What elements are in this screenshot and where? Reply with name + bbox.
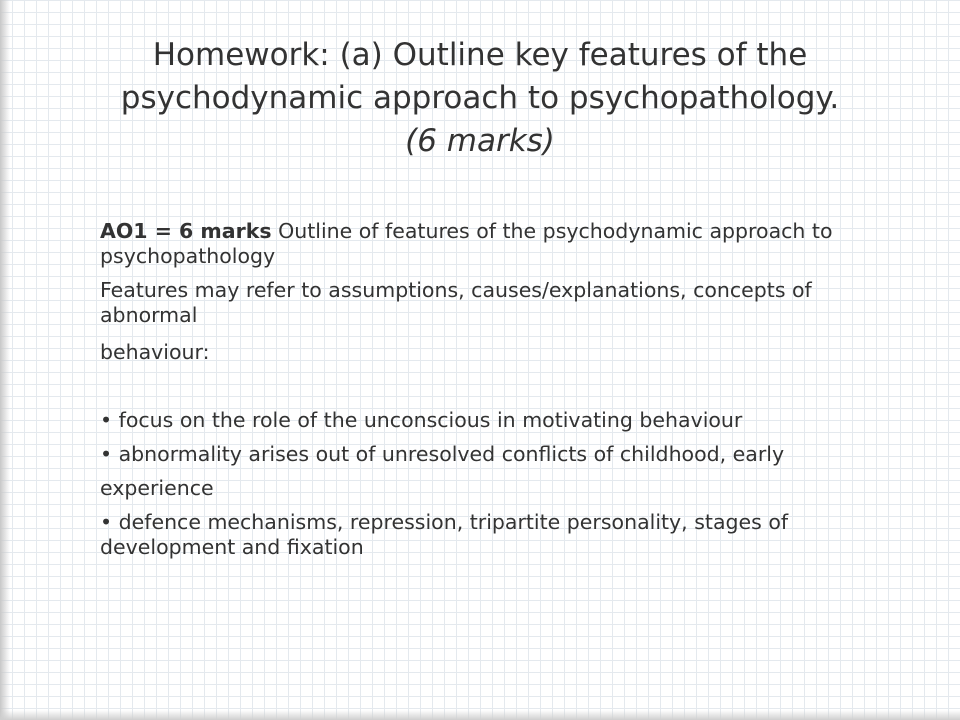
bullet-item-3: • defence mechanisms, repression, tripartite personality, stages of development and fixation <box>100 510 789 559</box>
title-marks: (6 marks) <box>405 123 555 159</box>
page-bottom-shadow <box>0 710 960 720</box>
slide-title <box>90 34 870 163</box>
bullet-item-2-continued: experience <box>100 476 214 500</box>
page-edge-shadow <box>0 0 10 720</box>
title-line-1: Homework: (a) Outline key features of the <box>152 37 808 73</box>
ao1-label: AO1 = 6 marks <box>100 219 272 243</box>
ao1-description: Outline of features of the psychodynamic approach to psychopathology <box>100 219 833 268</box>
features-intro: Features may refer to assumptions, causes/explanations, concepts of abnormal <box>100 278 812 327</box>
ao1-paragraph <box>100 219 880 269</box>
title-line-2: psychodynamic approach to psychopathology. <box>120 80 840 116</box>
bullet-item-1: • focus on the role of the unconscious in motivating behaviour <box>100 408 743 432</box>
slide-body <box>100 219 880 560</box>
spacer <box>100 365 880 405</box>
features-intro-continued: behaviour: <box>100 340 210 364</box>
bullet-item-2: • abnormality arises out of unresolved conflicts of childhood, early <box>100 442 785 466</box>
